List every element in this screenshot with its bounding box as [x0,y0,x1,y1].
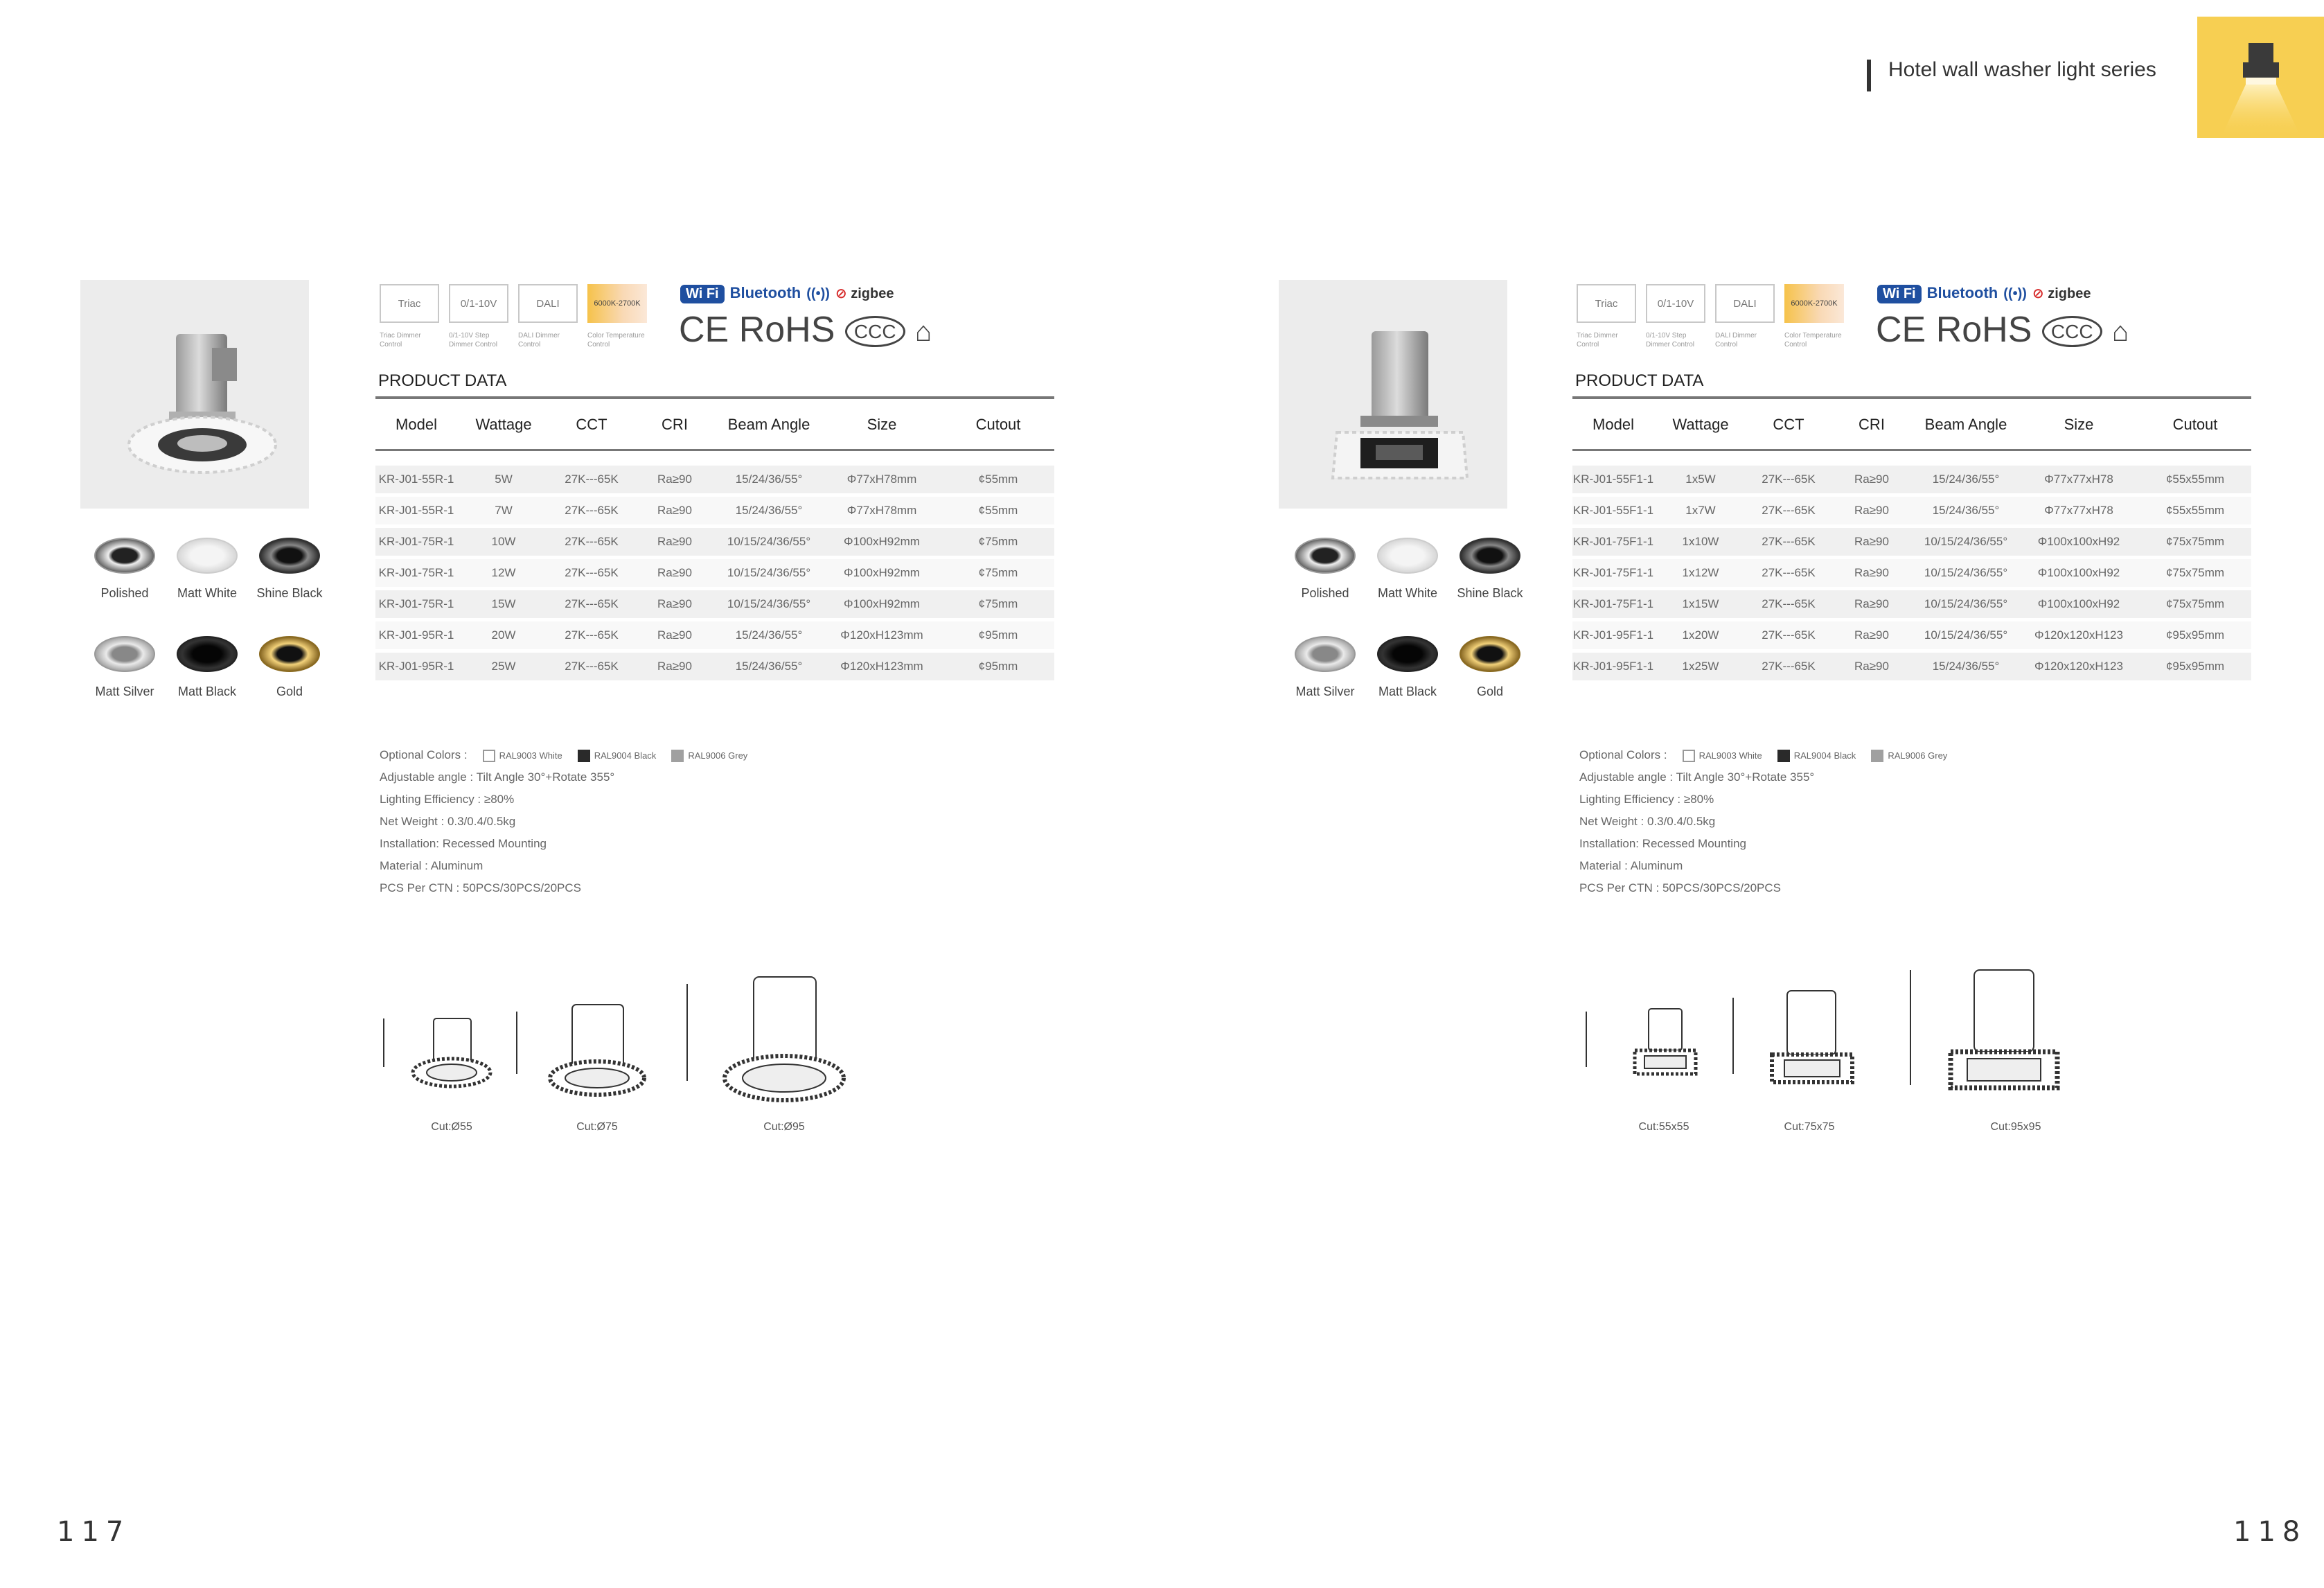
cut-label: Cut:Ø55 [431,1121,472,1133]
table-row: KR-J01-75R-1 10W 27K---65K Ra≥90 10/15/24/36/55° Φ100xH92mm ¢75mm [375,528,1054,556]
shine-black-swatch [1460,538,1520,574]
cut-label: Cut:75x75 [1784,1121,1835,1133]
table-row: KR-J01-55R-1 5W 27K---65K Ra≥90 15/24/36/55° Φ77xH78mm ¢55mm [375,466,1054,493]
gold-swatch [259,636,320,672]
matt-silver-swatch [94,636,155,672]
protocol-logos [680,284,894,303]
polished-swatch [1295,538,1356,574]
dimension-drawings-right [1577,963,2103,1136]
table-row: KR-J01-95R-1 20W 27K---65K Ra≥90 15/24/36/55° Φ120xH123mm ¢95mm [375,621,1054,649]
dimmer-010v-icon: 0/1-10V [1646,284,1705,323]
finish-polished: Polished [83,538,166,601]
finish-gold: Gold [248,636,331,699]
finish-shine-black: Shine Black [1448,538,1532,601]
table-row: KR-J01-95R-1 25W 27K---65K Ra≥90 15/24/36/55° Φ120xH123mm ¢95mm [375,653,1054,680]
triac-icon: Triac [380,284,439,323]
certification-logos [1876,309,2129,351]
product-data-title: PRODUCT DATA [378,371,507,390]
table-row: KR-J01-55R-1 7W 27K---65K Ra≥90 15/24/36/55° Φ77xH78mm ¢55mm [375,497,1054,524]
wifi-icon: Wi Fi [680,285,725,303]
ce-mark: CE [1876,310,1926,350]
table-header: Model Wattage CCT CRI Beam Angle Size Cutout [396,416,1021,433]
table-row: KR-J01-75R-1 15W 27K---65K Ra≥90 10/15/24/36/55° Φ100xH92mm ¢75mm [375,590,1054,618]
dimension-drawings-left [374,970,859,1136]
color-chip-black [578,750,590,762]
bluetooth-icon: Bluetooth [729,284,801,301]
protocol-logos [1877,284,2091,303]
finish-shine-black: Shine Black [248,538,331,601]
shine-black-swatch [259,538,320,574]
ccc-mark: CCC [2042,316,2102,347]
bluetooth-icon: Bluetooth [1926,284,1998,301]
table-top-rule [1572,396,2251,399]
rf-icon: ((•)) [2003,286,2027,301]
dimmer-010v-icon: 0/1-10V [449,284,508,323]
color-chip-white [1683,750,1695,762]
gold-swatch [1460,636,1520,672]
polished-swatch [94,538,155,574]
table-row: KR-J01-75F1-1 1x12W 27K---65K Ra≥90 10/15/24/36/55° Φ100x100xH92 ¢75x75mm [1572,559,2251,587]
finish-matt-black: Matt Black [166,636,249,699]
page-number-left: 117 [57,1516,131,1548]
table-header-rule [1572,449,2251,451]
finish-matt-black: Matt Black [1366,636,1449,699]
optional-colors: Optional Colors : RAL9003 White RAL9004 Black RAL9006 Grey [1579,748,1948,761]
ccc-mark: CCC [845,316,905,347]
cut-label: Cut:Ø95 [763,1121,805,1133]
color-chip-white [483,750,495,762]
color-chip-grey [1871,750,1883,762]
rohs-mark: RoHS [1935,310,2032,350]
triac-icon: Triac [1577,284,1636,323]
wifi-icon: Wi Fi [1877,285,1922,303]
ce-mark: CE [679,310,729,350]
table-row: KR-J01-55F1-1 1x5W 27K---65K Ra≥90 15/24/36/55° Φ77x77xH78 ¢55x55mm [1572,466,2251,493]
matt-black-swatch [177,636,238,672]
finish-matt-white: Matt White [166,538,249,601]
spec-list-right: Optional Colors : RAL9003 White RAL9004 Black RAL9006 Grey Adjustable angle : Tilt Angle 30°+Rotate 355° Lighting Efficiency : ≥80% Net Weight : 0.3/0.4/0.5kg Installation: Recessed Mounting Material : Aluminum PCS Per CTN : 50PCS/30PCS/20PCS [1579,748,1948,894]
corner-tab [2197,17,2324,138]
color-chip-grey [671,750,684,762]
downlight-icon [2197,17,2324,138]
table-row: KR-J01-75F1-1 1x10W 27K---65K Ra≥90 10/15/24/36/55° Φ100x100xH92 ¢75x75mm [1572,528,2251,556]
product-data-title: PRODUCT DATA [1575,371,1704,390]
finish-matt-silver: Matt Silver [83,636,166,699]
dali-icon: DALI [1715,284,1775,323]
finish-gold: Gold [1448,636,1532,699]
cct-icon: 6000K-2700K [587,284,647,323]
cut-label: Cut:55x55 [1638,1121,1689,1133]
house-icon: ⌂ [2112,316,2129,347]
finish-matt-silver: Matt Silver [1284,636,1367,699]
certification-logos [679,309,932,351]
matt-white-swatch [177,538,238,574]
matt-white-swatch [1377,538,1438,574]
matt-silver-swatch [1295,636,1356,672]
color-chip-black [1777,750,1790,762]
table-row: KR-J01-75F1-1 1x15W 27K---65K Ra≥90 10/15/24/36/55° Φ100x100xH92 ¢75x75mm [1572,590,2251,618]
table-top-rule [375,396,1054,399]
table-row: KR-J01-75R-1 12W 27K---65K Ra≥90 10/15/24/36/55° Φ100xH92mm ¢75mm [375,559,1054,587]
zigbee-icon: ⊘ zigbee [835,286,894,301]
page-number-right: 118 [2233,1516,2307,1548]
cut-label: Cut:95x95 [1990,1121,2041,1133]
series-title: Hotel wall washer light series [1888,58,2156,81]
finish-polished: Polished [1284,538,1367,601]
table-header: Model Wattage CCT CRI Beam Angle Size Cutout [1593,416,2218,433]
rohs-mark: RoHS [738,310,835,350]
matt-black-swatch [1377,636,1438,672]
cut-label: Cut:Ø75 [576,1121,618,1133]
finish-matt-white: Matt White [1366,538,1449,601]
house-icon: ⌂ [915,316,932,347]
dali-icon: DALI [518,284,578,323]
spec-list-left: Optional Colors : RAL9003 White RAL9004 Black RAL9006 Grey Adjustable angle : Tilt Angle 30°+Rotate 355° Lighting Efficiency : ≥80% Net Weight : 0.3/0.4/0.5kg Installation: Recessed Mounting Material : Aluminum PCS Per CTN : 50PCS/30PCS/20PCS [380,748,748,894]
optional-colors: Optional Colors : RAL9003 White RAL9004 Black RAL9006 Grey [380,748,748,761]
table-row: KR-J01-95F1-1 1x25W 27K---65K Ra≥90 15/24/36/55° Φ120x120xH123 ¢95x95mm [1572,653,2251,680]
table-header-rule [375,449,1054,451]
round-downlight-image [80,280,309,509]
square-downlight-image [1279,280,1507,509]
header-divider [1867,60,1871,91]
cct-icon: 6000K-2700K [1784,284,1844,323]
rf-icon: ((•)) [806,286,830,301]
zigbee-icon: ⊘ zigbee [2032,286,2091,301]
table-row: KR-J01-55F1-1 1x7W 27K---65K Ra≥90 15/24/36/55° Φ77x77xH78 ¢55x55mm [1572,497,2251,524]
table-row: KR-J01-95F1-1 1x20W 27K---65K Ra≥90 10/15/24/36/55° Φ120x120xH123 ¢95x95mm [1572,621,2251,649]
